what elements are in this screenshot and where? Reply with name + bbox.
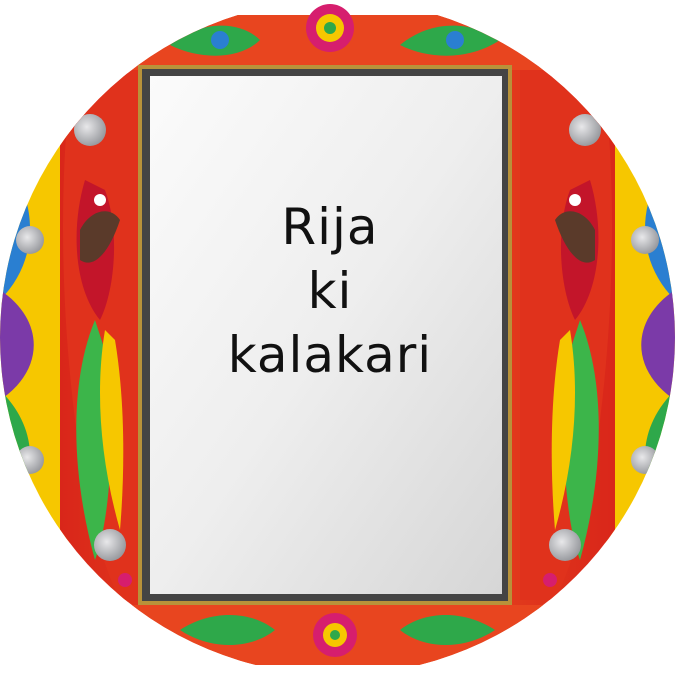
title-text [160,195,500,387]
flower-icon [313,613,357,657]
title-line-2: ki [307,262,353,320]
flower-icon [306,4,354,52]
title-line-1: Rija [281,198,379,256]
top-floral-band [60,4,615,70]
bottom-floral-band [60,605,615,665]
right-side-panel [605,130,675,550]
title-line-3: kalakari [227,326,433,384]
left-side-panel [0,130,70,550]
